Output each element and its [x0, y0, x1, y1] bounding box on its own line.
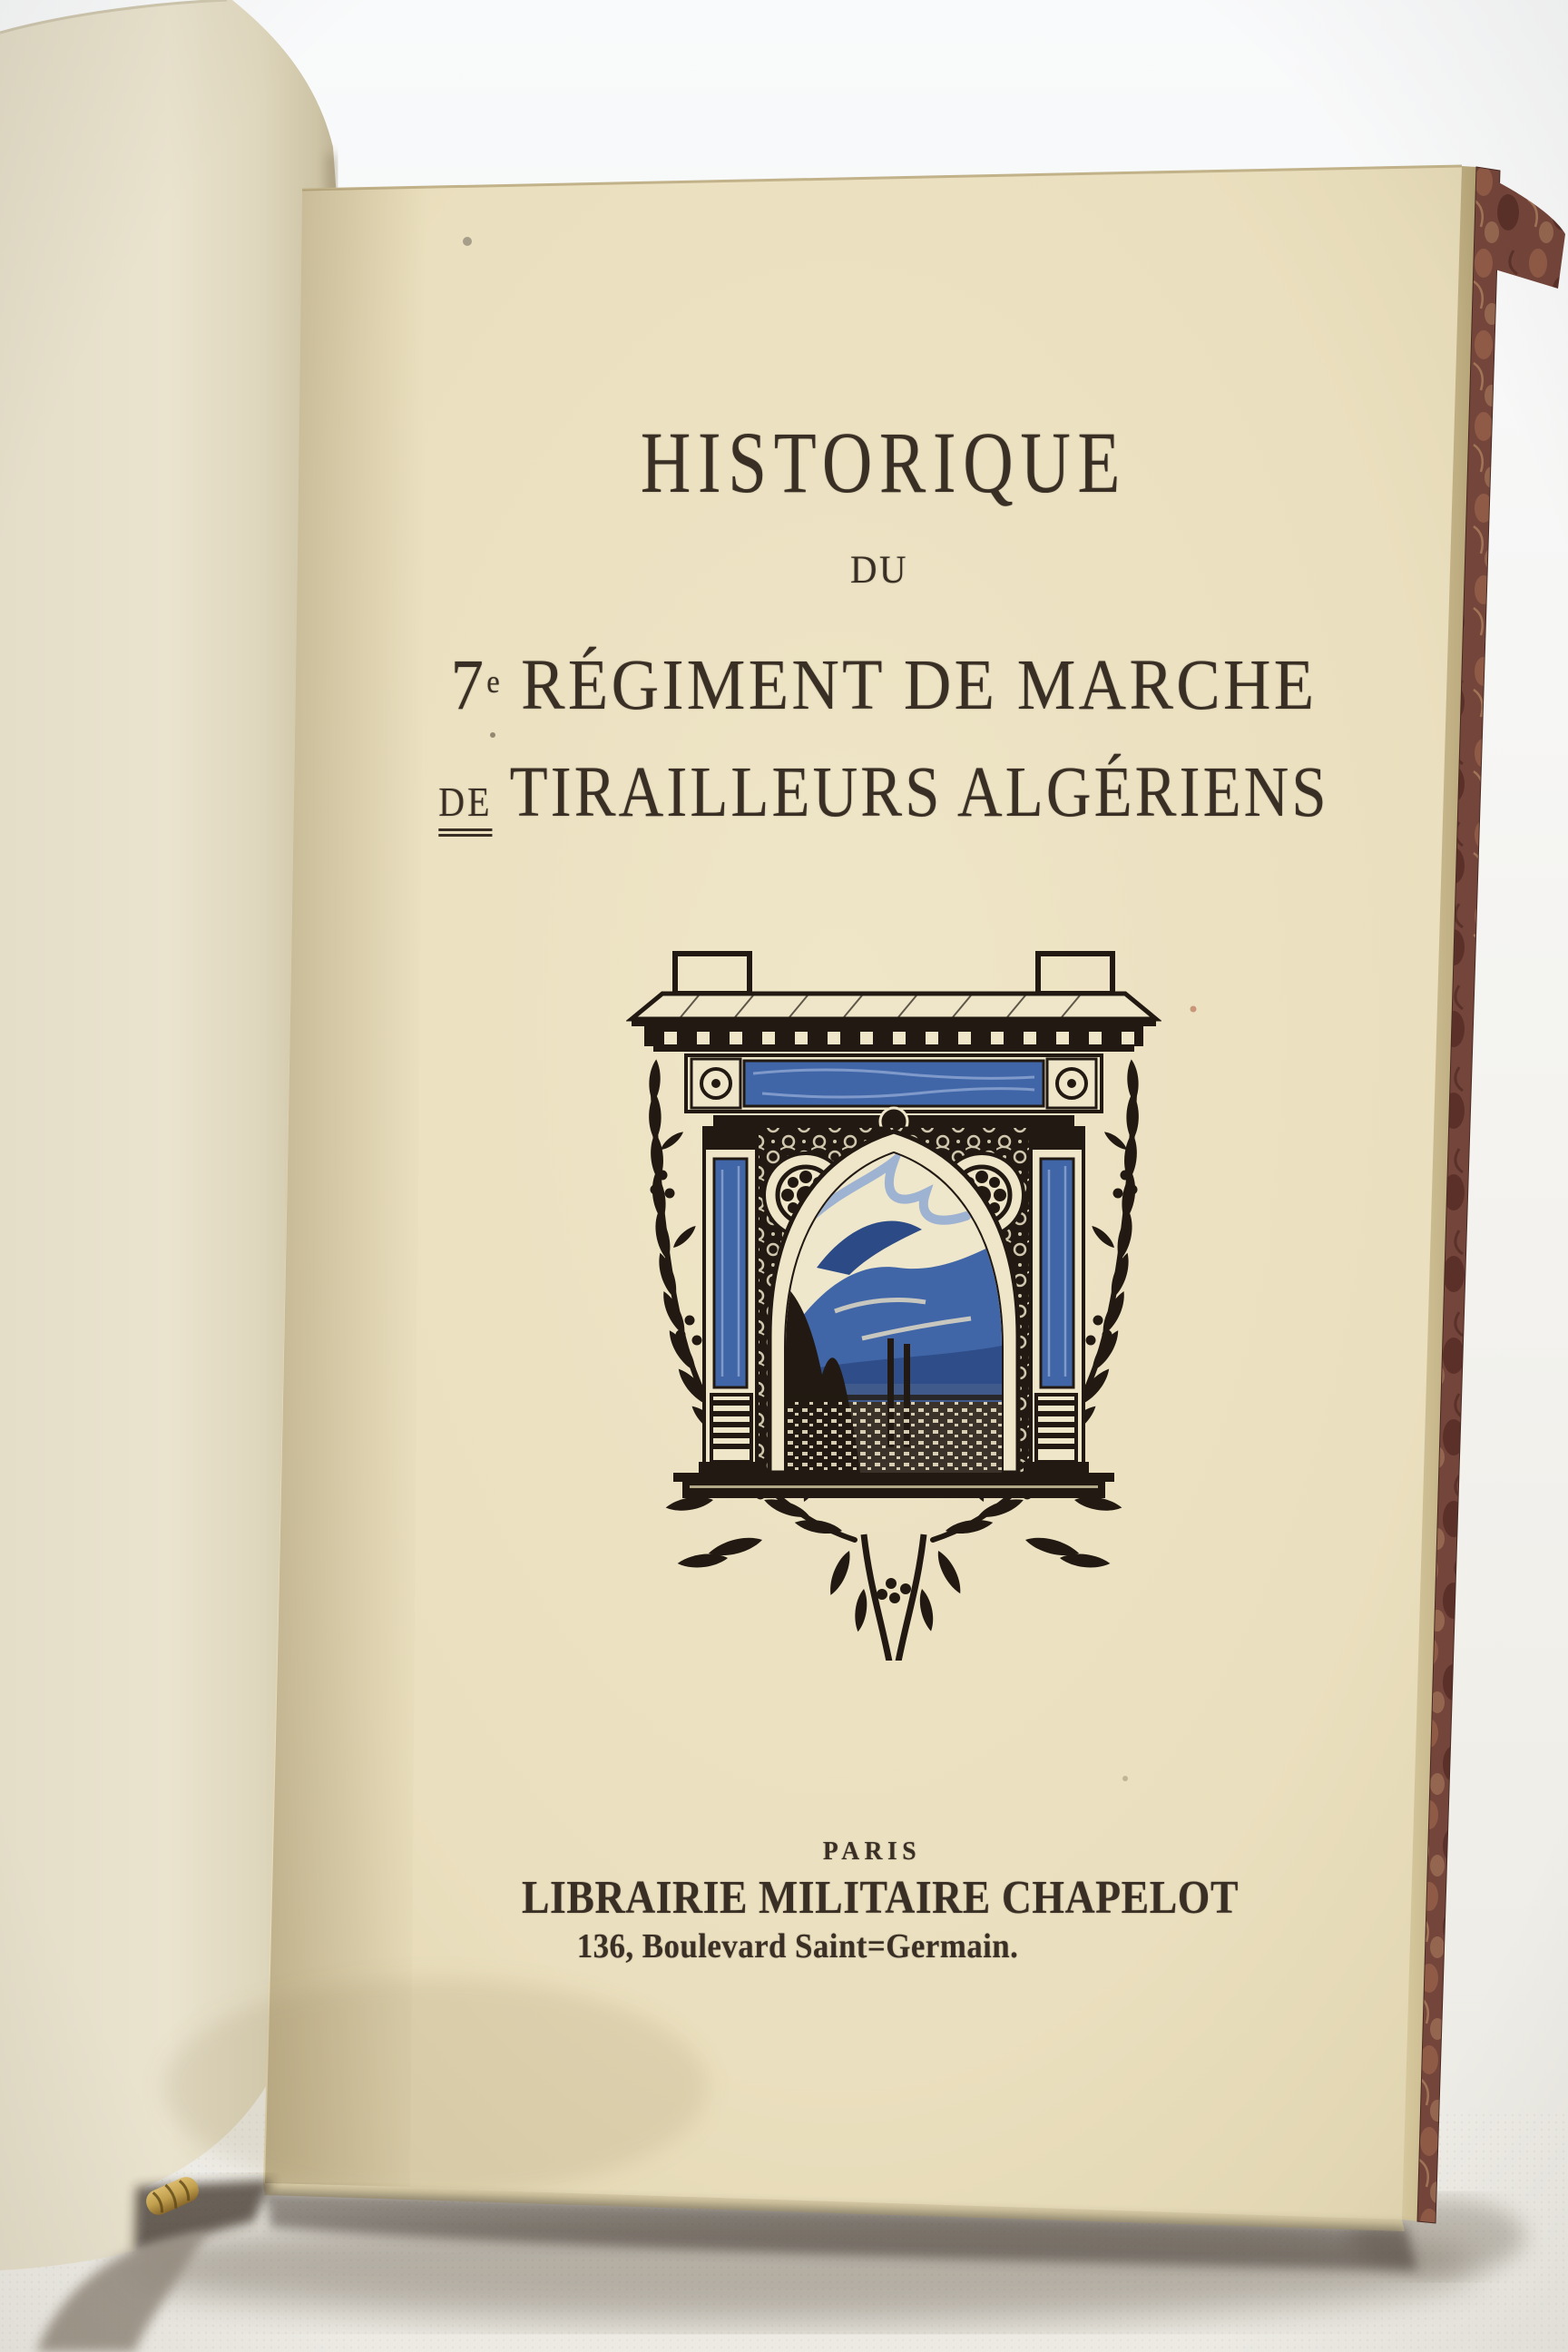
- laurel-crossed-stems: [824, 1534, 965, 1661]
- imprint-city: PARIS: [822, 1837, 922, 1866]
- title-line-3: [413, 646, 1355, 725]
- tirailleurs-line-rest: TIRAILLEURS ALGÉRIENS: [492, 753, 1329, 832]
- title-line-2: [848, 551, 909, 590]
- regimental-vignette: [626, 948, 1161, 1661]
- pilaster-left: [699, 1128, 764, 1473]
- title-main: HISTORIQUE: [640, 414, 1128, 511]
- title-line-4: [372, 753, 1396, 832]
- title-line-1: [580, 414, 1188, 511]
- underlined-de: DE: [438, 779, 492, 837]
- regiment-ordinal: e: [486, 662, 500, 700]
- cornice: [632, 954, 1156, 1052]
- base-sill: [673, 1473, 1114, 1498]
- imprint-address: 136, Boulevard Saint=Germain.: [576, 1927, 1019, 1965]
- title-du: DU: [850, 549, 908, 592]
- regiment-number: 7: [450, 646, 487, 725]
- frieze: [686, 1055, 1102, 1135]
- imprint-publisher: LIBRAIRIE MILITAIRE CHAPELOT: [521, 1872, 1240, 1924]
- pilaster-right: [1024, 1128, 1089, 1473]
- regiment-line-rest: RÉGIMENT DE MARCHE: [501, 646, 1318, 725]
